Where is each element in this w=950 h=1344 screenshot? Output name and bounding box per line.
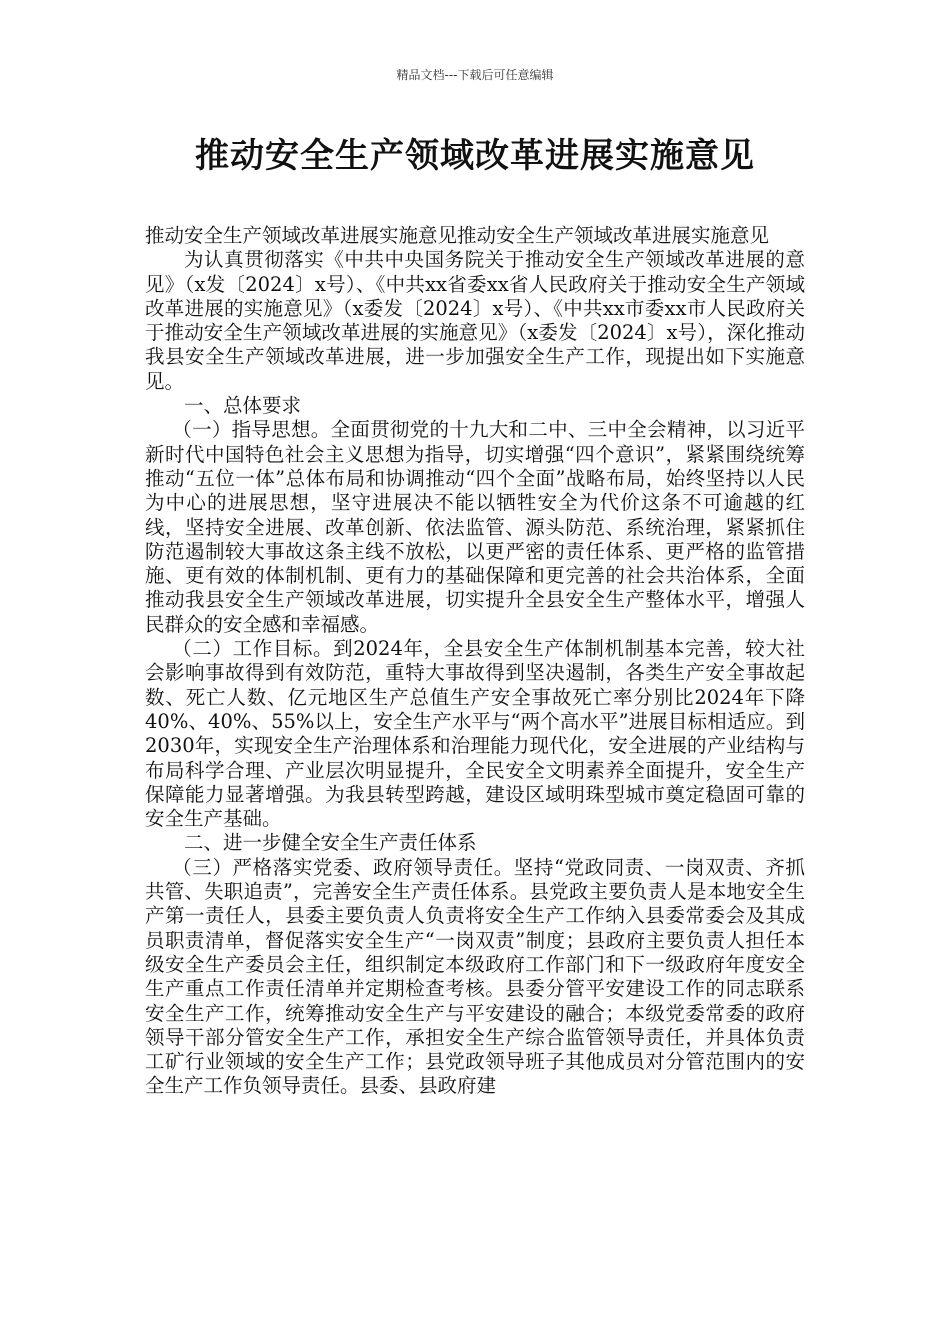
section-heading-2: 二、进一步健全安全生产责任体系 <box>184 831 477 855</box>
intro-title-line: 推动安全生产领域改革进展实施意见推动安全生产领域改革进展实施意见 <box>145 224 770 247</box>
section-heading-1: 一、总体要求 <box>184 394 302 418</box>
paragraph-work-goals: （二）工作目标。到2024年，全县安全生产体制机制基本完善，较大社会影响事故得到有效防范，重特大事故得到坚决遏制，各类生产安全事故起数、死亡人数、亿元地区生产总值生产安全事故死亡率分别比2024年下降40%、40%、55%以上，安全生产水平与“两个高水平”进展目标相适应。到2030年，实现安全生产治理体系和治理能力现代化，安全进展的产业结构与布局科学合理、产业层次明显提升，全民安全文明素养全面提升，安全生产保障能力显著增强。为我县转型跨越，建设区域明珠型城市奠定稳固可靠的安全生产基础。 <box>145 637 805 831</box>
paragraph-guiding-thought: （一）指导思想。全面贯彻党的十九大和二中、三中全会精神，以习近平新时代中国特色社会主义思想为指导，切实增强“四个意识”，紧紧围绕统筹推动“五位一体”总体布局和协调推动“四个全面”战略布局，始终坚持以人民为中心的进展思想，坚守进展决不能以牺牲安全为代价这条不可逾越的红线，坚持安全进展、改革创新、依法监管、源头防范、系统治理，紧紧抓住防范遏制较大事故这条主线不放松，以更严密的责任体系、更严格的监管措施、更有效的体制机制、更有力的基础保障和更完善的社会共治体系，全面推动我县安全生产领域改革进展，切实提升全县安全生产整体水平，增强人民群众的安全感和幸福感。 <box>145 418 805 636</box>
document-body <box>145 224 805 1099</box>
document-title: 推动安全生产领域改革进展实施意见 <box>195 136 755 176</box>
paragraph-preamble: 为认真贯彻落实《中共中央国务院关于推动安全生产领域改革进展的意见》（x发〔2024〕x号）、《中共xx省委xx省人民政府关于推动安全生产领域改革进展的实施意见》（x委发〔2024〕x号）、《中共xx市委xx市人民政府关于推动安全生产领域改革进展的实施意见》（x委发〔2024〕x号），深化推动我县安全生产领域改革进展，进一步加强安全生产工作，现提出如下实施意见。 <box>145 248 805 393</box>
paragraph-leadership-responsibility: （三）严格落实党委、政府领导责任。坚持“党政同责、一岗双责、齐抓共管、失职追责”，完善安全生产责任体系。县党政主要负责人是本地安全生产第一责任人，县委主要负责人负责将安全生产工作纳入县委常委会及其成员职责清单，督促落实安全生产“一岗双责”制度；县政府主要负责人担任本级安全生产委员会主任，组织制定本级政府工作部门和下一级政府年度安全生产重点工作责任清单并定期检查考核。县委分管平安建设工作的同志联系安全生产工作，统筹推动安全生产与平安建设的融合；本级党委常委的政府领导干部分管安全生产工作，承担安全生产综合监管领导责任，并具体负责工矿行业领域的安全生产工作；县党政领导班子其他成员对分管范围内的安全生产工作负领导责任。县委、县政府建 <box>145 855 805 1098</box>
header-note: 精品文档---下载后可任意编辑 <box>396 68 554 82</box>
